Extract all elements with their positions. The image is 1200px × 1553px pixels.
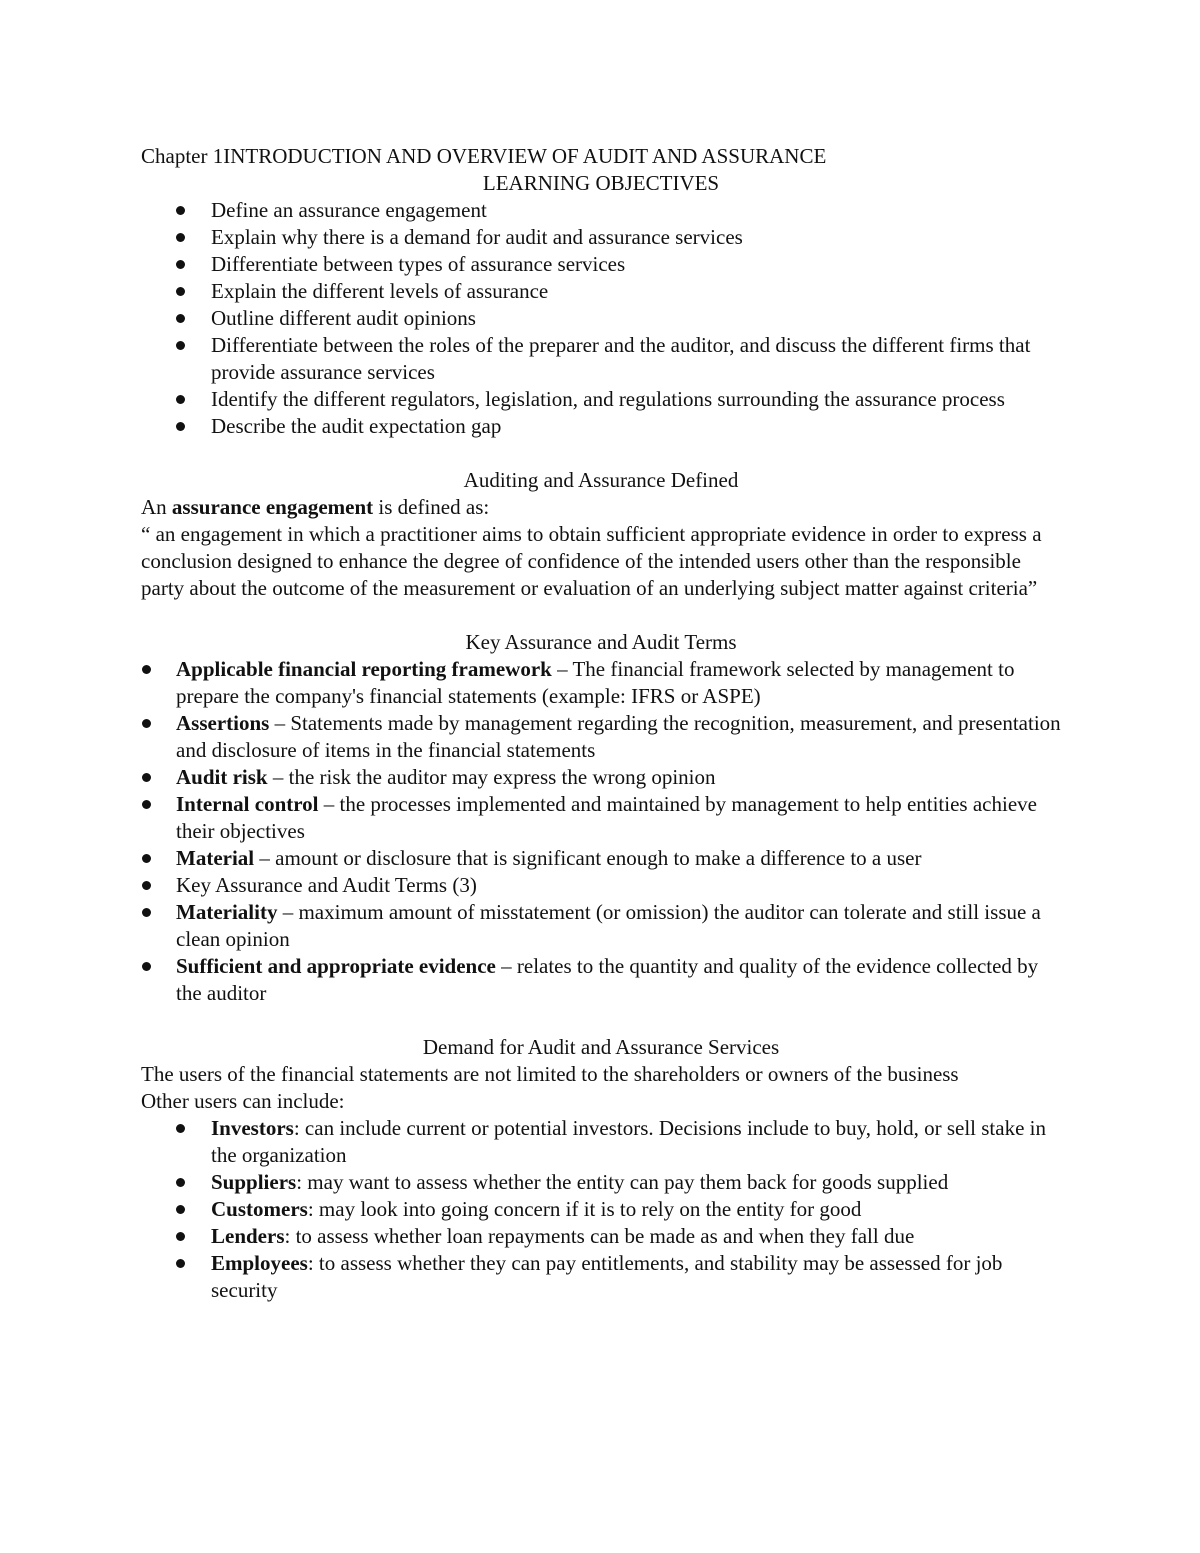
term: Sufficient and appropriate evidence bbox=[176, 954, 496, 978]
list-item: Describe the audit expectation gap bbox=[141, 413, 1061, 440]
term: Lenders bbox=[211, 1224, 285, 1248]
list-item: Applicable financial reporting framework – The financial framework selected by management to prepare the company's financial statements (example: IFRS or ASPE) bbox=[141, 656, 1061, 710]
defined-heading: Auditing and Assurance Defined bbox=[463, 468, 739, 492]
list-item: Material – amount or disclosure that is significant enough to make a difference to a user bbox=[141, 845, 1061, 872]
spacer bbox=[141, 440, 1061, 467]
chapter-title: Chapter 1INTRODUCTION AND OVERVIEW OF AUDIT AND ASSURANCE bbox=[141, 144, 827, 168]
list-item: Define an assurance engagement bbox=[141, 197, 1061, 224]
definition-quote: “ an engagement in which a practitioner aims to obtain sufficient appropriate evidence in order to express a conclusion designed to enhance the degree of confidence of the intended users other than the responsible party about the outcome of the measurement or evaluation of an underlying subject matter against criteria” bbox=[141, 522, 1042, 600]
term: Internal control bbox=[176, 792, 319, 816]
term: Applicable financial reporting framework bbox=[176, 657, 552, 681]
terms-heading: Key Assurance and Audit Terms bbox=[465, 630, 737, 654]
list-item: Internal control – the processes implemented and maintained by management to help entities achieve their objectives bbox=[141, 791, 1061, 845]
term: Material bbox=[176, 846, 255, 870]
list-item: Identify the different regulators, legislation, and regulations surrounding the assurance process bbox=[141, 386, 1061, 413]
spacer bbox=[141, 1007, 1061, 1034]
list-item: Lenders: to assess whether loan repayments can be made as and when they fall due bbox=[141, 1223, 1061, 1250]
term: Suppliers bbox=[211, 1170, 297, 1194]
terms-list bbox=[141, 656, 1061, 1007]
list-item: Audit risk – the risk the auditor may express the wrong opinion bbox=[141, 764, 1061, 791]
list-item: Explain the different levels of assurance bbox=[141, 278, 1061, 305]
list-item: Outline different audit opinions bbox=[141, 305, 1061, 332]
term: Investors bbox=[211, 1116, 294, 1140]
demand-subparagraph: Other users can include: bbox=[141, 1089, 345, 1113]
demand-paragraph: The users of the financial statements are not limited to the shareholders or owners of the business bbox=[141, 1062, 959, 1086]
defined-intro: An assurance engagement is defined as: bbox=[141, 495, 490, 519]
list-item: Suppliers: may want to assess whether the entity can pay them back for goods supplied bbox=[141, 1169, 1061, 1196]
list-item: Customers: may look into going concern if it is to rely on the entity for good bbox=[141, 1196, 1061, 1223]
term: Audit risk bbox=[176, 765, 268, 789]
term: Materiality bbox=[176, 900, 278, 924]
spacer bbox=[141, 602, 1061, 629]
list-item: Sufficient and appropriate evidence – relates to the quantity and quality of the evidence collected by the auditor bbox=[141, 953, 1061, 1007]
document-page bbox=[141, 143, 1061, 1304]
list-item: Materiality – maximum amount of misstatement (or omission) the auditor can tolerate and still issue a clean opinion bbox=[141, 899, 1061, 953]
term: assurance engagement bbox=[171, 495, 374, 519]
objectives-heading: LEARNING OBJECTIVES bbox=[482, 171, 720, 195]
demand-heading: Demand for Audit and Assurance Services bbox=[422, 1035, 780, 1059]
list-item: Investors: can include current or potential investors. Decisions include to buy, hold, or sell stake in the organization bbox=[141, 1115, 1061, 1169]
term: Employees bbox=[211, 1251, 308, 1275]
term: Customers bbox=[211, 1197, 308, 1221]
list-item: Differentiate between the roles of the preparer and the auditor, and discuss the different firms that provide assurance services bbox=[141, 332, 1061, 386]
list-item: Assertions – Statements made by management regarding the recognition, measurement, and presentation and disclosure of items in the financial statements bbox=[141, 710, 1061, 764]
list-item: Explain why there is a demand for audit and assurance services bbox=[141, 224, 1061, 251]
users-list bbox=[141, 1115, 1061, 1304]
term: Assertions bbox=[176, 711, 270, 735]
list-item: Key Assurance and Audit Terms (3) bbox=[141, 872, 1061, 899]
list-item: Employees: to assess whether they can pay entitlements, and stability may be assessed for job security bbox=[141, 1250, 1061, 1304]
list-item: Differentiate between types of assurance services bbox=[141, 251, 1061, 278]
objectives-list bbox=[141, 197, 1061, 440]
